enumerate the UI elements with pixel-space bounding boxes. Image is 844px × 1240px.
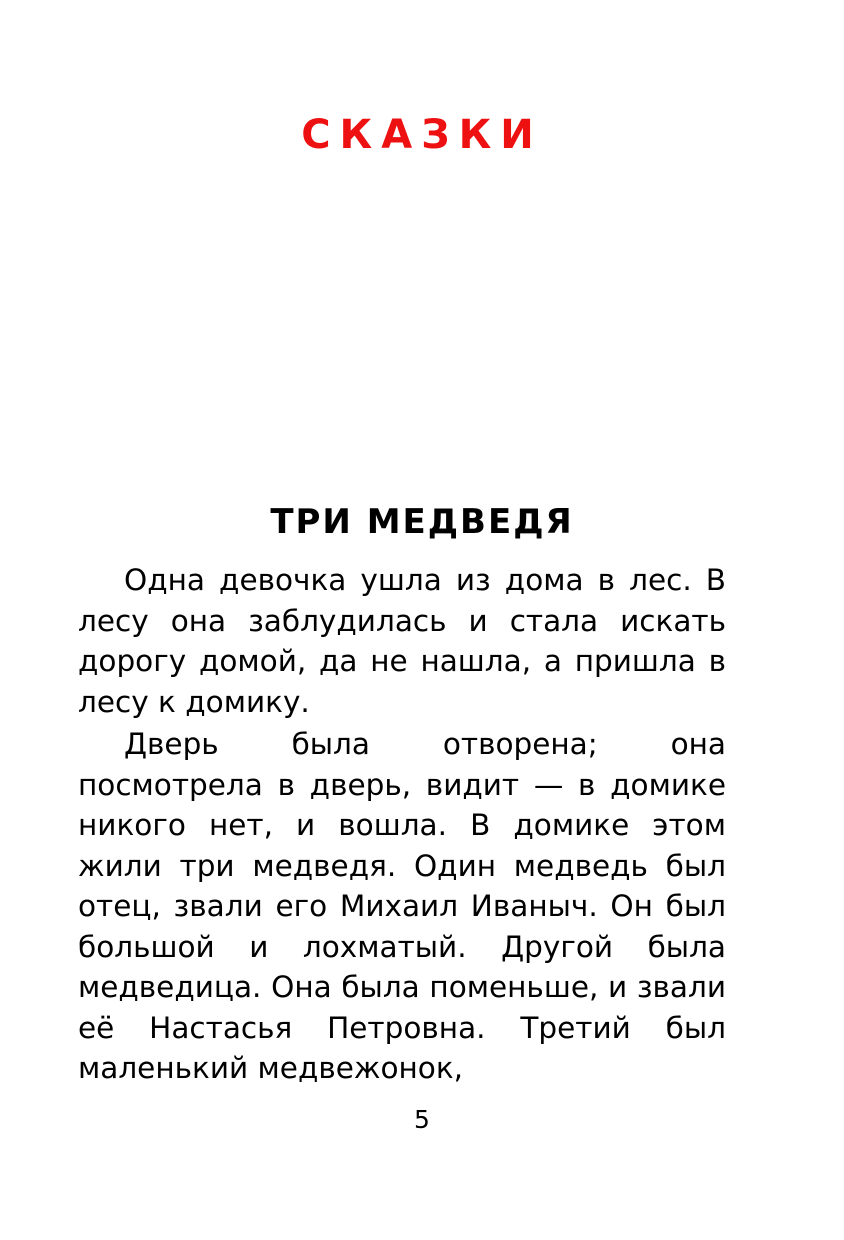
paragraph: Дверь была отворена; она посмотрела в дверь, видит — в домике никого нет, и вошла. В домике этом жили три медведя. Один медведь был отец, звали его Михаил Иваныч. Он был большой и лохматый. Другой была медведица. Она была поменьше, и звали её Настасья Петровна. Третий был маленький медвежонок,: [78, 727, 726, 1085]
page-number: 5: [414, 1105, 430, 1134]
story-title: ТРИ МЕДВЕДЯ: [270, 502, 574, 542]
story-body: [78, 560, 726, 1091]
section-title: СКАЗКИ: [301, 112, 543, 158]
paragraph: Одна девочка ушла из дома в лес. В лесу она заблудилась и стала искать дорогу домой, да не нашла, а пришла в лесу к домику.: [78, 563, 726, 719]
